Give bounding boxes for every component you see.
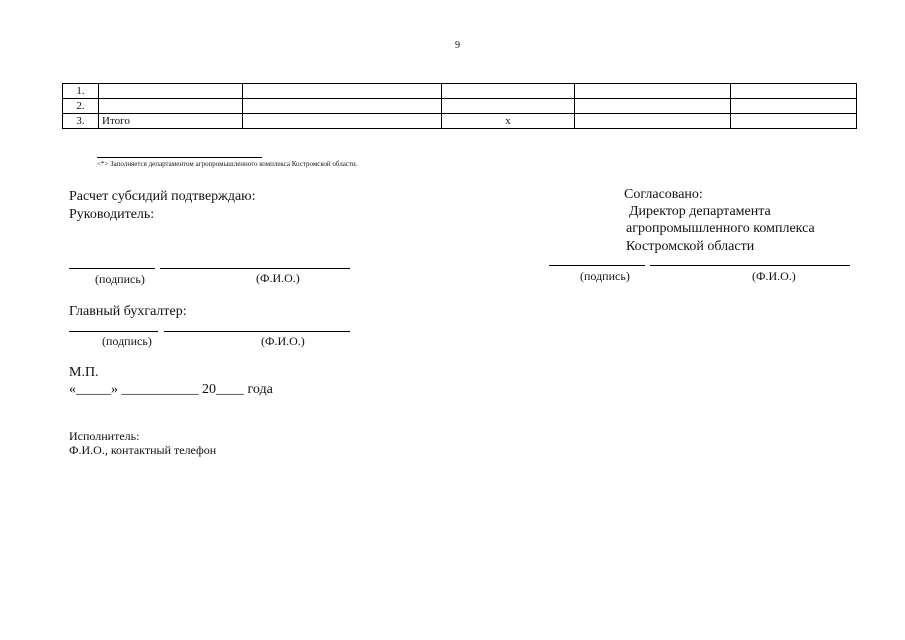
page-number: 9 bbox=[455, 40, 460, 51]
executor-contact: Ф.И.О., контактный телефон bbox=[69, 443, 217, 457]
director-fio-line bbox=[650, 265, 850, 266]
executor-label: Исполнитель: bbox=[69, 429, 140, 443]
head-signature-line bbox=[69, 268, 155, 269]
table-cell bbox=[243, 84, 442, 99]
director-fio-label: (Ф.И.О.) bbox=[752, 269, 796, 283]
director-title-line2: агропромышленного комплекса bbox=[626, 221, 815, 236]
table-cell bbox=[243, 114, 442, 129]
date-line: «_____» ___________ 20____ года bbox=[69, 382, 273, 397]
table-cell bbox=[243, 99, 442, 114]
accountant-signature-line bbox=[69, 331, 158, 332]
director-title-line1: Директор департамента bbox=[629, 204, 771, 219]
table-cell-total-label: Итого bbox=[99, 114, 243, 129]
row-number: 1. bbox=[63, 84, 99, 99]
table-cell bbox=[575, 84, 731, 99]
accountant-label: Главный бухгалтер: bbox=[69, 304, 187, 319]
head-sign-label: (подпись) bbox=[95, 272, 145, 286]
table-cell bbox=[731, 99, 857, 114]
confirm-text: Расчет субсидий подтверждаю: bbox=[69, 189, 256, 204]
data-table bbox=[62, 83, 857, 129]
table-cell bbox=[442, 99, 575, 114]
table-row bbox=[63, 114, 857, 129]
stamp-label: М.П. bbox=[69, 365, 99, 380]
table-cell bbox=[99, 99, 243, 114]
table-cell bbox=[575, 99, 731, 114]
footnote: <*> Заполняется департаментом агропромышленного комплекса Костромской области. bbox=[97, 160, 358, 168]
table-cell-x: х bbox=[442, 114, 575, 129]
accountant-fio-line bbox=[164, 331, 350, 332]
director-sign-label: (подпись) bbox=[580, 269, 630, 283]
table-cell bbox=[575, 114, 731, 129]
table-cell bbox=[442, 84, 575, 99]
table-cell bbox=[99, 84, 243, 99]
footnote-divider bbox=[97, 157, 262, 158]
accountant-sign-label: (подпись) bbox=[102, 334, 152, 348]
agreed-label: Согласовано: bbox=[624, 187, 703, 202]
row-number: 3. bbox=[63, 114, 99, 129]
table-cell bbox=[731, 114, 857, 129]
accountant-fio-label: (Ф.И.О.) bbox=[261, 334, 305, 348]
head-label: Руководитель: bbox=[69, 207, 155, 222]
table-row bbox=[63, 99, 857, 114]
head-fio-label: (Ф.И.О.) bbox=[256, 271, 300, 285]
director-signature-line bbox=[549, 265, 645, 266]
row-number: 2. bbox=[63, 99, 99, 114]
table-cell bbox=[731, 84, 857, 99]
head-fio-line bbox=[160, 268, 350, 269]
director-title-line3: Костромской области bbox=[626, 239, 755, 254]
table-row bbox=[63, 84, 857, 99]
